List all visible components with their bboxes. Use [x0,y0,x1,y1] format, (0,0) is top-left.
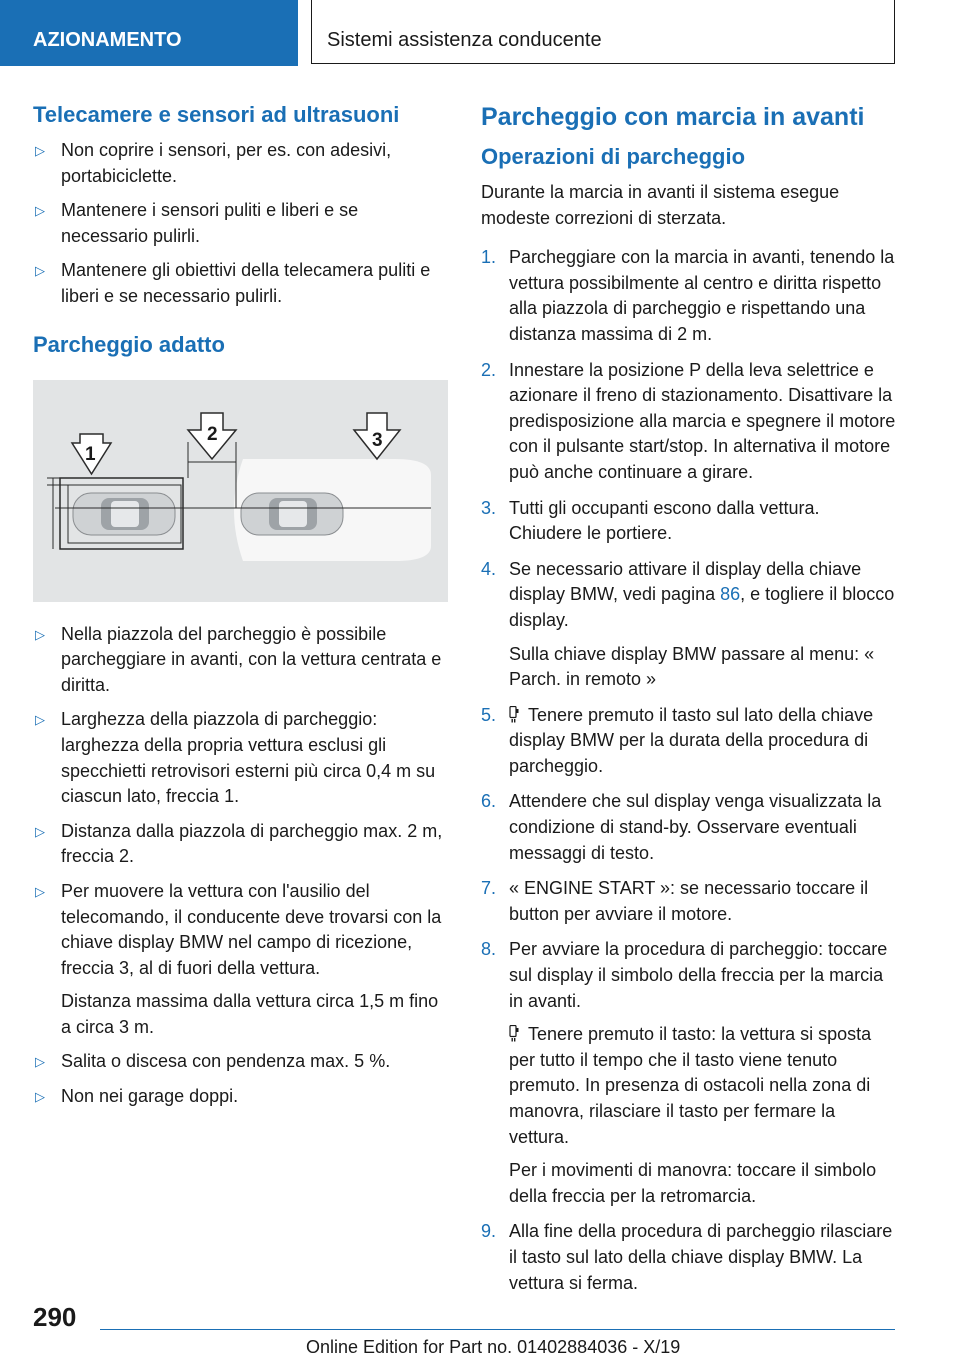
triangle-bullet-icon: ▷ [35,823,45,839]
step-item [481,876,896,927]
step-text: Alla fine della procedura di parcheggio rilasciare il tasto sul lato della chiave display BMW. La vettura si ferma. [509,1221,893,1293]
right-column [481,100,896,1306]
step-number: 4. [481,558,497,579]
list-item [33,1049,448,1075]
parked-car [73,493,175,535]
triangle-bullet-icon: ▷ [35,1089,45,1105]
triangle-bullet-icon: ▷ [35,1054,45,1070]
triangle-bullet-icon: ▷ [35,203,45,219]
key-button-icon [509,1025,520,1042]
step-text: Attendere che sul display venga visualizzata la condizione di stand-by. Osservare eventuali messaggi di testo. [509,791,882,863]
step-text: Per avviare la procedura di parcheggio: toccare sul display il simbolo della freccia per la marcia in avanti. [509,939,888,1011]
suitable-bullet-list [33,622,448,1110]
arrow-3-icon [354,413,400,459]
step-item [481,358,896,486]
left-column [33,100,448,1119]
step-text: Se necessario attivare il display della chiave display BMW, vedi pagina [509,558,862,605]
triangle-bullet-icon: ▷ [35,626,45,642]
list-item-text: Mantenere i sensori puliti e liberi e se necessario pulirli. [61,200,359,246]
step-text: Innestare la posizione P della leva selettrice e azionare il freno di stazionamento. Disattivare la predisposizione alla marcia e spegnere il motore con il pulsante start/stop. In alternativa il motore può anche continuare a girare. [509,359,896,482]
page-number: 290 [33,1302,77,1332]
moving-car [241,493,343,535]
step-item [481,789,896,866]
list-item [33,1084,448,1110]
step-note [509,1022,896,1150]
triangle-bullet-icon: ▷ [35,263,45,279]
edition-footer: Online Edition for Part no. 01402884036 - X/19 [306,1337,681,1357]
arrow-1-icon [72,434,111,474]
parking-operations-heading: Operazioni di parcheggio [481,144,746,169]
step-number: 1. [481,247,497,268]
arrow-3-label: 3 [372,429,383,451]
list-item-text: Nella piazzola del parcheggio è possibile parcheggiare in avanti, con la vettura centrata e diritta. [61,623,442,695]
suitable-parking-heading: Parcheggio adatto [33,331,225,357]
step-text: Parcheggiare con la marcia in avanti, tenendo la vettura possibilmente al centro e diritta rispetto alla piazzola di parcheggio e rispettando una distanza massima di 2 m. [509,247,895,344]
triangle-bullet-icon: ▷ [35,143,45,158]
intro-paragraph: Durante la marcia in avanti il sistema esegue modeste correzioni di sterzata. [481,182,840,228]
step-text: Tutti gli occupanti escono dalla vettura. Chiudere le portiere. [509,497,820,544]
step-number: 8. [481,939,497,960]
step-note: Sulla chiave display BMW passare al menu: « Parch. in remoto » [509,643,875,690]
list-item-text: Non coprire i sensori, per es. con adesivi, portabiciclette. [61,140,392,186]
list-item-text: Distanza dalla piazzola di parcheggio max. 2 m, freccia 2. [61,820,443,867]
arrow-2-label: 2 [207,423,218,445]
list-item [33,198,448,249]
step-item [481,937,896,1209]
list-item-text: Non nei garage doppi. [61,1086,239,1107]
step-item [481,1219,896,1296]
step-item [481,496,896,547]
step-number: 6. [481,791,497,812]
parking-steps-list [481,245,896,1296]
list-item [33,138,448,189]
camera-sensors-heading: Telecamere e sensori ad ultrasuoni [33,102,400,127]
chapter-title: Sistemi assistenza conducente [311,0,895,64]
step-item [481,245,896,347]
list-item-text: Salita o discesa con pendenza max. 5 %. [61,1051,391,1072]
step-text: « ENGINE START »: se necessario toccare il button per avviare il motore. [509,878,869,924]
arrow-2-icon [188,413,236,459]
step-number: 3. [481,497,497,518]
list-item-text: Per muovere la vettura con l'ausilio del telecomando, il conducente deve trovarsi con la chiave display BMW nel campo di ricezione, freccia 3, al di fuori della vettura. [61,880,442,978]
list-item [33,707,448,809]
triangle-bullet-icon: ▷ [35,712,45,728]
list-item-text: Mantenere gli obiettivi della telecamera puliti e liberi e se necessario pulirli. [61,260,431,306]
step-text: Tenere premuto il tasto sul lato della chiave display BMW per la durata della procedura di parcheggio. [509,704,874,776]
list-item-note: Distanza massima dalla vettura circa 1,5 m fino a circa 3 m. [61,991,439,1037]
page-reference-link[interactable]: 86 [720,584,741,605]
step-number: 9. [481,1221,497,1242]
list-item-text: Larghezza della piazzola di parcheggio: larghezza della propria vettura esclusi gli specchietti retrovisori esterni più circa 0,4 m su ciascun lato, freccia 1. [61,709,436,807]
step-item [481,703,896,780]
list-item [33,819,448,870]
footer-divider [100,1329,895,1330]
step-item [481,557,896,693]
list-item [33,879,448,1041]
section-tab: AZIONAMENTO [0,0,298,66]
step-number: 5. [481,704,497,725]
forward-parking-heading: Parcheggio con marcia in avanti [481,103,865,131]
step-text-continued: , e togliere il blocco display. [509,584,895,630]
arrow-1-label: 1 [85,443,96,465]
step-number: 7. [481,878,497,899]
step-number: 2. [481,359,497,380]
list-item [33,622,448,699]
step-note: Per i movimenti di manovra: toccare il simbolo della freccia per la retromarcia. [509,1160,877,1206]
triangle-bullet-icon: ▷ [35,883,45,899]
step-note-text: Tenere premuto il tasto: la vettura si sposta per tutto il tempo che il tasto viene tenuto premuto. In presenza di ostacoli nella zona di manovra, rilasciare il tasto per fermare la vettura. [509,1024,872,1147]
camera-bullet-list [33,138,448,310]
key-button-icon [509,706,520,723]
parking-space-illustration [33,380,448,602]
list-item [33,258,448,309]
